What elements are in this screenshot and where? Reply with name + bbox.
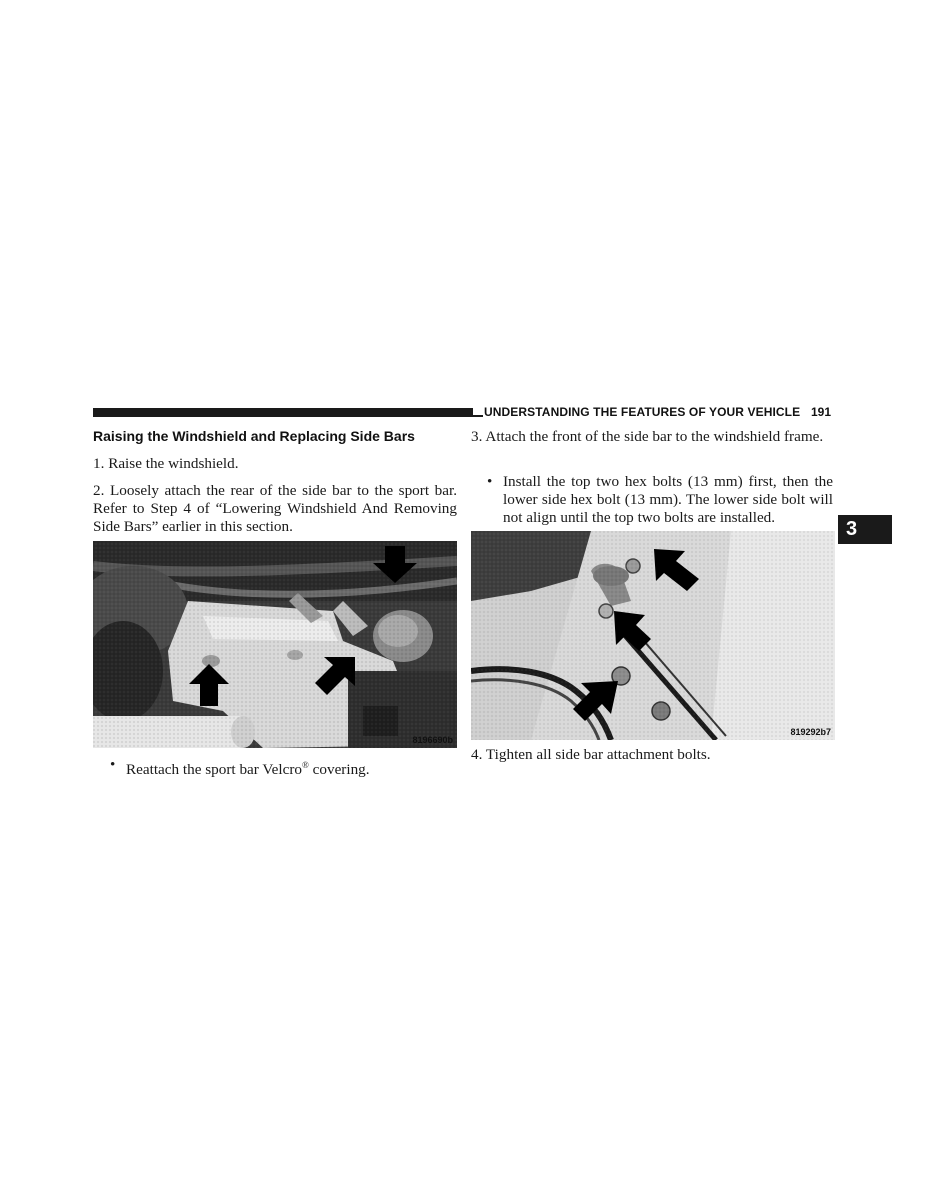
chapter-tab: 3 xyxy=(838,515,892,544)
figure-left-code: 8196690b xyxy=(412,735,453,745)
header-rule-right xyxy=(473,415,483,417)
section-heading: Raising the Windshield and Replacing Side Bars xyxy=(93,428,415,444)
step-2: 2. Loosely attach the rear of the side bar to the sport bar. Refer to Step 4 of “Lowering Windshield And Removing Side Bars” earlier in this section. xyxy=(93,482,457,535)
sport-bar-photo xyxy=(93,541,457,748)
figure-left-photo xyxy=(93,541,457,748)
step-3: 3. Attach the front of the side bar to the windshield frame. xyxy=(471,428,824,445)
bullet-text: Reattach the sport bar Velcro xyxy=(126,761,302,779)
header-rule-left xyxy=(93,408,473,417)
figure-right-photo xyxy=(471,531,835,740)
left-bullet xyxy=(110,756,466,779)
page-number: 191 xyxy=(811,405,832,419)
bullet-text: Install the top two hex bolts (13 mm) first, then the lower side hex bolt (13 mm). The lower side bolt will not align until the top two bolts are installed. xyxy=(503,473,833,526)
step-1: 1. Raise the windshield. xyxy=(93,455,239,472)
windshield-frame-photo xyxy=(471,531,835,740)
bullet-dot: • xyxy=(110,756,116,773)
figure-right-code: 819292b7 xyxy=(790,727,831,737)
step-4: 4. Tighten all side bar attachment bolts. xyxy=(471,746,711,763)
running-header: UNDERSTANDING THE FEATURES OF YOUR VEHICLE xyxy=(484,405,801,419)
right-bullet xyxy=(487,473,833,527)
registered-mark: ® xyxy=(302,760,309,770)
bullet-dot: • xyxy=(487,473,493,490)
bullet-text-end: covering. xyxy=(308,761,370,779)
